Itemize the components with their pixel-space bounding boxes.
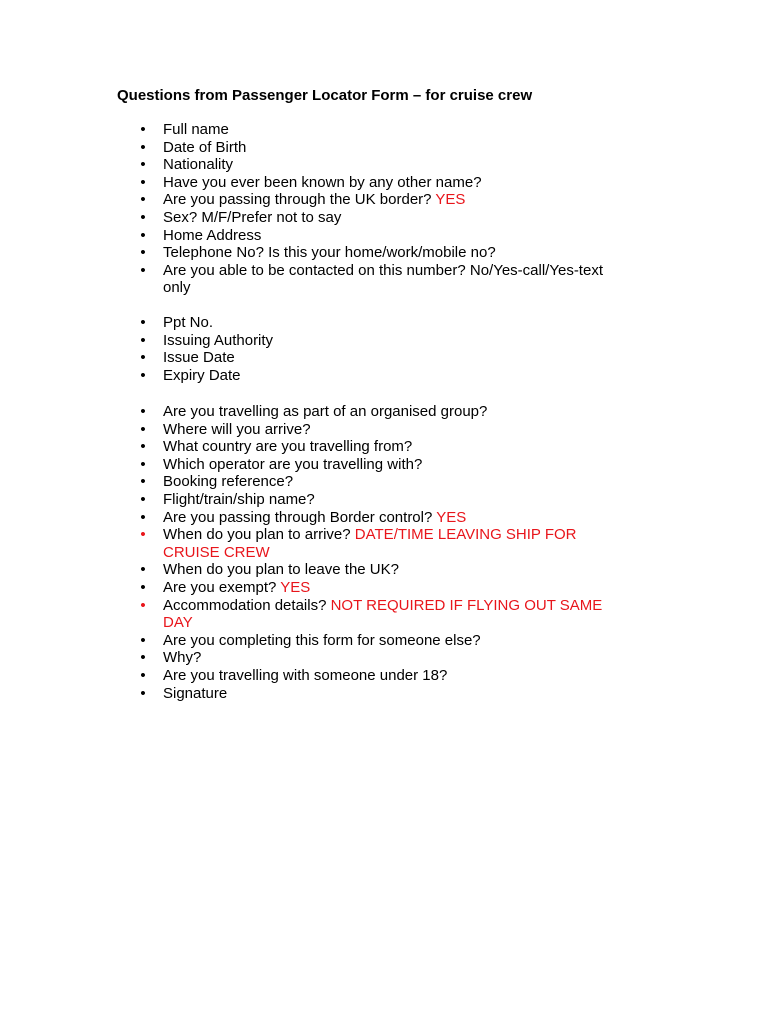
question-text: Why?: [163, 649, 202, 667]
question-item: [0, 403, 633, 421]
question-item: [0, 174, 633, 192]
question-text: Nationality: [163, 156, 234, 174]
question-text: Are you completing this form for someone else?: [163, 631, 481, 649]
question-item: [0, 121, 633, 139]
answer-note: DATE/TIME LEAVING SHIP FOR CRUISE CREW: [163, 526, 577, 561]
question-text: Accommodation details?: [163, 596, 327, 614]
bullet-icon: •: [140, 490, 146, 508]
bullet-icon: •: [140, 438, 146, 456]
question-list-travel: [0, 403, 768, 702]
bullet-icon: •: [140, 455, 146, 473]
question-item: [0, 685, 633, 703]
bullet-icon: •: [140, 314, 146, 331]
question-item: [0, 314, 633, 332]
bullet-icon: •: [140, 138, 146, 156]
question-item: [0, 632, 633, 650]
question-list-personal: [0, 121, 768, 297]
question-item: [0, 244, 633, 262]
bullet-icon: •: [140, 684, 146, 702]
question-item: [0, 473, 633, 491]
bullet-icon: •: [140, 508, 146, 526]
bullet-icon: •: [140, 649, 146, 667]
question-item: [0, 579, 633, 597]
question-item: [0, 526, 633, 561]
question-text: Ppt No.: [163, 314, 214, 331]
question-item: [0, 191, 633, 209]
question-text: When do you plan to arrive?: [163, 526, 351, 544]
bullet-icon: •: [140, 173, 146, 191]
question-text: Expiry Date: [163, 366, 241, 384]
question-text: Flight/train/ship name?: [163, 490, 315, 508]
bullet-icon: •: [140, 349, 146, 367]
question-item: [0, 509, 633, 527]
question-text: Have you ever been known by any other name?: [163, 173, 482, 191]
question-item: [0, 367, 633, 385]
question-text: Booking reference?: [163, 473, 294, 491]
question-item: [0, 332, 633, 350]
bullet-icon: •: [140, 561, 146, 579]
question-item: [0, 421, 633, 439]
question-text: Issue Date: [163, 349, 235, 367]
question-item: [0, 349, 633, 367]
question-text: When do you plan to leave the UK?: [163, 561, 399, 579]
question-item: [0, 156, 633, 174]
bullet-icon: •: [140, 226, 146, 244]
question-item: [0, 667, 633, 685]
bullet-icon: •: [140, 596, 146, 614]
bullet-icon: •: [140, 208, 146, 226]
question-item: [0, 491, 633, 509]
question-text: Are you passing through the UK border?: [163, 191, 432, 209]
question-text: Are you travelling as part of an organised group?: [163, 403, 488, 420]
question-text: Are you travelling with someone under 18?: [163, 666, 448, 684]
question-text: Sex? M/F/Prefer not to say: [163, 208, 342, 226]
bullet-icon: •: [140, 156, 146, 174]
bullet-icon: •: [140, 526, 146, 544]
question-item: [0, 649, 633, 667]
question-text: Are you passing through Border control?: [163, 508, 433, 526]
bullet-icon: •: [140, 631, 146, 649]
document-title: Questions from Passenger Locator Form – for cruise crew: [117, 87, 533, 104]
answer-note: NOT REQUIRED IF FLYING OUT SAME DAY: [163, 596, 603, 632]
bullet-icon: •: [140, 191, 146, 209]
question-text: Signature: [163, 684, 228, 702]
bullet-icon: •: [140, 121, 146, 138]
question-item: [0, 438, 633, 456]
question-text: Are you exempt?: [163, 578, 281, 596]
question-text: Telephone No? Is this your home/work/mobile no?: [163, 244, 496, 262]
bullet-icon: •: [140, 244, 146, 262]
question-text: Are you able to be contacted on this number? No/Yes-call/Yes-text only: [163, 261, 603, 297]
question-item: [0, 561, 633, 579]
question-item: [0, 209, 633, 227]
question-text: Issuing Authority: [163, 331, 274, 349]
question-item: [0, 227, 633, 245]
bullet-icon: •: [140, 261, 146, 279]
answer-note: YES: [436, 508, 467, 526]
bullet-icon: •: [140, 403, 146, 420]
question-text: Where will you arrive?: [163, 420, 311, 438]
bullet-icon: •: [140, 366, 146, 384]
question-text: Home Address: [163, 226, 262, 244]
question-text: Which operator are you travelling with?: [163, 455, 423, 473]
question-item: [0, 139, 633, 157]
bullet-icon: •: [140, 578, 146, 596]
question-item: [0, 262, 633, 297]
question-text: Full name: [163, 121, 229, 138]
bullet-icon: •: [140, 420, 146, 438]
question-item: [0, 597, 633, 632]
answer-note: YES: [280, 578, 311, 596]
question-item: [0, 456, 633, 474]
question-list-passport: [0, 314, 768, 384]
bullet-icon: •: [140, 666, 146, 684]
bullet-icon: •: [140, 331, 146, 349]
question-text: Date of Birth: [163, 138, 247, 156]
question-text: What country are you travelling from?: [163, 438, 413, 456]
answer-note: YES: [435, 191, 466, 209]
bullet-icon: •: [140, 473, 146, 491]
